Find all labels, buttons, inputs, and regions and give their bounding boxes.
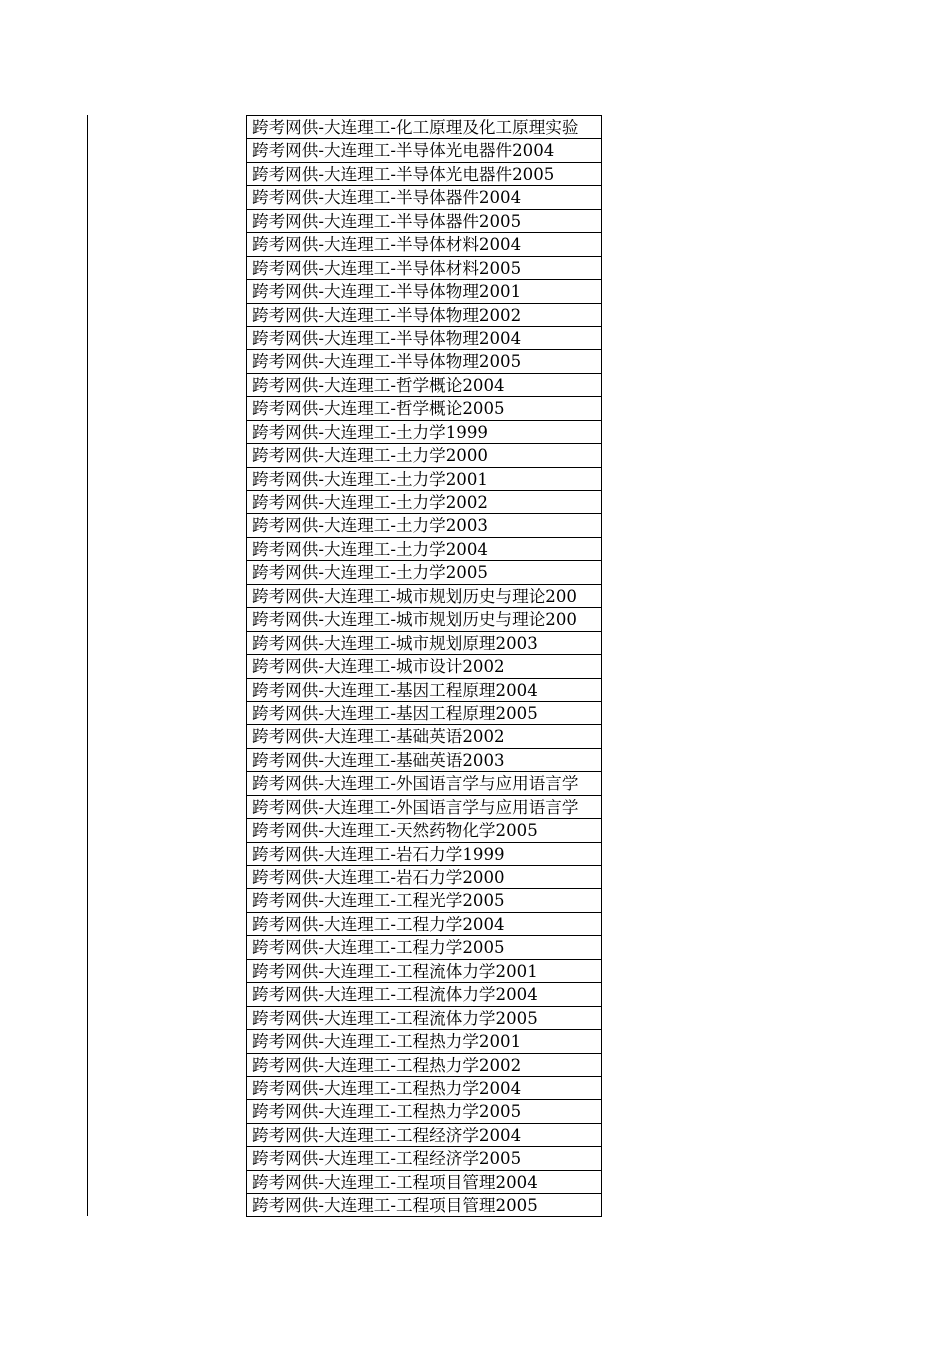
table-row[interactable] xyxy=(247,537,601,560)
table-row[interactable] xyxy=(247,654,601,677)
file-name-cell: 跨考网供-大连理工-岩石力学2000 xyxy=(252,868,505,887)
table-row[interactable] xyxy=(247,162,601,185)
table-row[interactable] xyxy=(247,303,601,326)
file-name-cell: 跨考网供-大连理工-工程光学2005 xyxy=(252,891,505,911)
table-row[interactable] xyxy=(247,724,601,747)
file-name-cell: 跨考网供-大连理工-基础英语2002 xyxy=(252,727,505,747)
file-name-cell: 跨考网供-大连理工-半导体光电器件2004 xyxy=(252,141,555,161)
table-row[interactable] xyxy=(247,396,601,419)
table-row[interactable] xyxy=(247,560,601,583)
table-row[interactable] xyxy=(247,256,601,279)
file-name-cell: 跨考网供-大连理工-化工原理及化工原理实验 xyxy=(252,118,579,137)
table-row[interactable] xyxy=(247,935,601,958)
table-row[interactable] xyxy=(247,443,601,466)
file-name-cell: 跨考网供-大连理工-土力学2005 xyxy=(252,563,488,583)
table-row[interactable] xyxy=(247,1006,601,1029)
file-name-cell: 跨考网供-大连理工-岩石力学1999 xyxy=(252,844,505,864)
file-name-cell: 跨考网供-大连理工-半导体物理2004 xyxy=(252,328,522,348)
table-row[interactable] xyxy=(247,373,601,396)
table-row[interactable] xyxy=(247,1146,601,1169)
file-name-cell: 跨考网供-大连理工-土力学2001 xyxy=(252,469,488,489)
file-name-cell: 跨考网供-大连理工-基因工程原理2005 xyxy=(252,703,538,723)
file-name-cell: 跨考网供-大连理工-工程经济学2005 xyxy=(252,1149,522,1169)
table-row[interactable] xyxy=(247,420,601,443)
table-row[interactable] xyxy=(247,982,601,1005)
file-name-cell: 跨考网供-大连理工-工程项目管理2005 xyxy=(252,1196,538,1216)
table-row[interactable] xyxy=(247,584,601,607)
table-row[interactable] xyxy=(247,1170,601,1193)
file-name-cell: 跨考网供-大连理工-半导体物理2001 xyxy=(252,282,522,302)
table-row[interactable] xyxy=(247,1123,601,1146)
table-row[interactable] xyxy=(247,349,601,372)
table-row[interactable] xyxy=(247,912,601,935)
table-row[interactable] xyxy=(247,1193,601,1216)
file-name-cell: 跨考网供-大连理工-哲学概论2005 xyxy=(252,399,505,419)
file-name-cell: 跨考网供-大连理工-外国语言学与应用语言学 xyxy=(252,797,579,817)
file-name-cell: 跨考网供-大连理工-土力学2002 xyxy=(252,493,488,512)
table-row[interactable] xyxy=(247,842,601,865)
table-row[interactable] xyxy=(247,1076,601,1099)
file-name-cell: 跨考网供-大连理工-哲学概论2004 xyxy=(252,375,505,395)
table-row[interactable] xyxy=(247,1053,601,1076)
file-name-cell: 跨考网供-大连理工-半导体材料2004 xyxy=(252,235,522,255)
file-name-cell: 跨考网供-大连理工-半导体器件2005 xyxy=(252,211,522,231)
table-row[interactable] xyxy=(247,467,601,490)
table-row[interactable] xyxy=(247,701,601,724)
file-name-cell: 跨考网供-大连理工-半导体器件2004 xyxy=(252,188,522,208)
file-name-cell: 跨考网供-大连理工-基础英语2003 xyxy=(252,750,505,770)
table-row[interactable] xyxy=(247,138,601,161)
file-name-cell: 跨考网供-大连理工-土力学2004 xyxy=(252,539,488,559)
file-name-cell: 跨考网供-大连理工-土力学2000 xyxy=(252,446,488,466)
table-row[interactable] xyxy=(247,513,601,536)
table-row[interactable] xyxy=(247,279,601,302)
table-row[interactable] xyxy=(247,795,601,818)
table-row[interactable] xyxy=(247,209,601,232)
file-name-cell: 跨考网供-大连理工-工程流体力学2004 xyxy=(252,985,538,1005)
file-name-cell: 跨考网供-大连理工-半导体物理2002 xyxy=(252,305,522,325)
file-name-cell: 跨考网供-大连理工-城市设计2002 xyxy=(252,657,505,677)
file-name-cell: 跨考网供-大连理工-半导体物理2005 xyxy=(252,352,522,372)
table-row[interactable] xyxy=(247,232,601,255)
file-name-cell: 跨考网供-大连理工-工程流体力学2005 xyxy=(252,1008,538,1028)
file-name-cell: 跨考网供-大连理工-外国语言学与应用语言学 xyxy=(252,774,579,794)
table-row[interactable] xyxy=(247,1099,601,1122)
table-row[interactable] xyxy=(247,865,601,888)
file-name-cell: 跨考网供-大连理工-半导体光电器件2005 xyxy=(252,164,555,184)
table-row[interactable] xyxy=(247,490,601,513)
file-name-cell: 跨考网供-大连理工-工程流体力学2001 xyxy=(252,961,538,981)
table-row[interactable] xyxy=(247,888,601,911)
table-row[interactable] xyxy=(247,185,601,208)
file-name-cell: 跨考网供-大连理工-天然药物化学2005 xyxy=(252,821,538,841)
file-name-cell: 跨考网供-大连理工-工程力学2004 xyxy=(252,914,505,934)
table-row[interactable] xyxy=(247,1029,601,1052)
file-name-cell: 跨考网供-大连理工-土力学2003 xyxy=(252,516,488,536)
file-name-cell: 跨考网供-大连理工-半导体材料2005 xyxy=(252,258,522,278)
table-row[interactable] xyxy=(247,326,601,349)
file-name-cell: 跨考网供-大连理工-土力学1999 xyxy=(252,422,488,442)
file-name-cell: 跨考网供-大连理工-工程经济学2004 xyxy=(252,1125,522,1145)
file-name-cell: 跨考网供-大连理工-城市规划历史与理论200 xyxy=(252,610,577,630)
file-name-cell: 跨考网供-大连理工-工程项目管理2004 xyxy=(252,1172,538,1192)
table-row[interactable] xyxy=(247,115,601,138)
file-name-cell: 跨考网供-大连理工-工程热力学2005 xyxy=(252,1102,522,1122)
left-margin-rule xyxy=(87,115,88,1216)
table-row[interactable] xyxy=(247,959,601,982)
file-name-cell: 跨考网供-大连理工-工程热力学2001 xyxy=(252,1032,522,1052)
table-row[interactable] xyxy=(247,748,601,771)
file-name-cell: 跨考网供-大连理工-工程力学2005 xyxy=(252,938,505,958)
table-row[interactable] xyxy=(247,607,601,630)
file-name-cell: 跨考网供-大连理工-城市规划原理2003 xyxy=(252,633,538,653)
file-name-cell: 跨考网供-大连理工-城市规划历史与理论200 xyxy=(252,586,577,606)
table-row[interactable] xyxy=(247,631,601,654)
table-row[interactable] xyxy=(247,771,601,794)
file-name-cell: 跨考网供-大连理工-工程热力学2002 xyxy=(252,1055,522,1075)
file-name-cell: 跨考网供-大连理工-工程热力学2004 xyxy=(252,1078,522,1098)
table-row[interactable] xyxy=(247,678,601,701)
file-name-cell: 跨考网供-大连理工-基因工程原理2004 xyxy=(252,680,538,700)
table-row[interactable] xyxy=(247,818,601,841)
file-list-table xyxy=(246,115,602,1217)
